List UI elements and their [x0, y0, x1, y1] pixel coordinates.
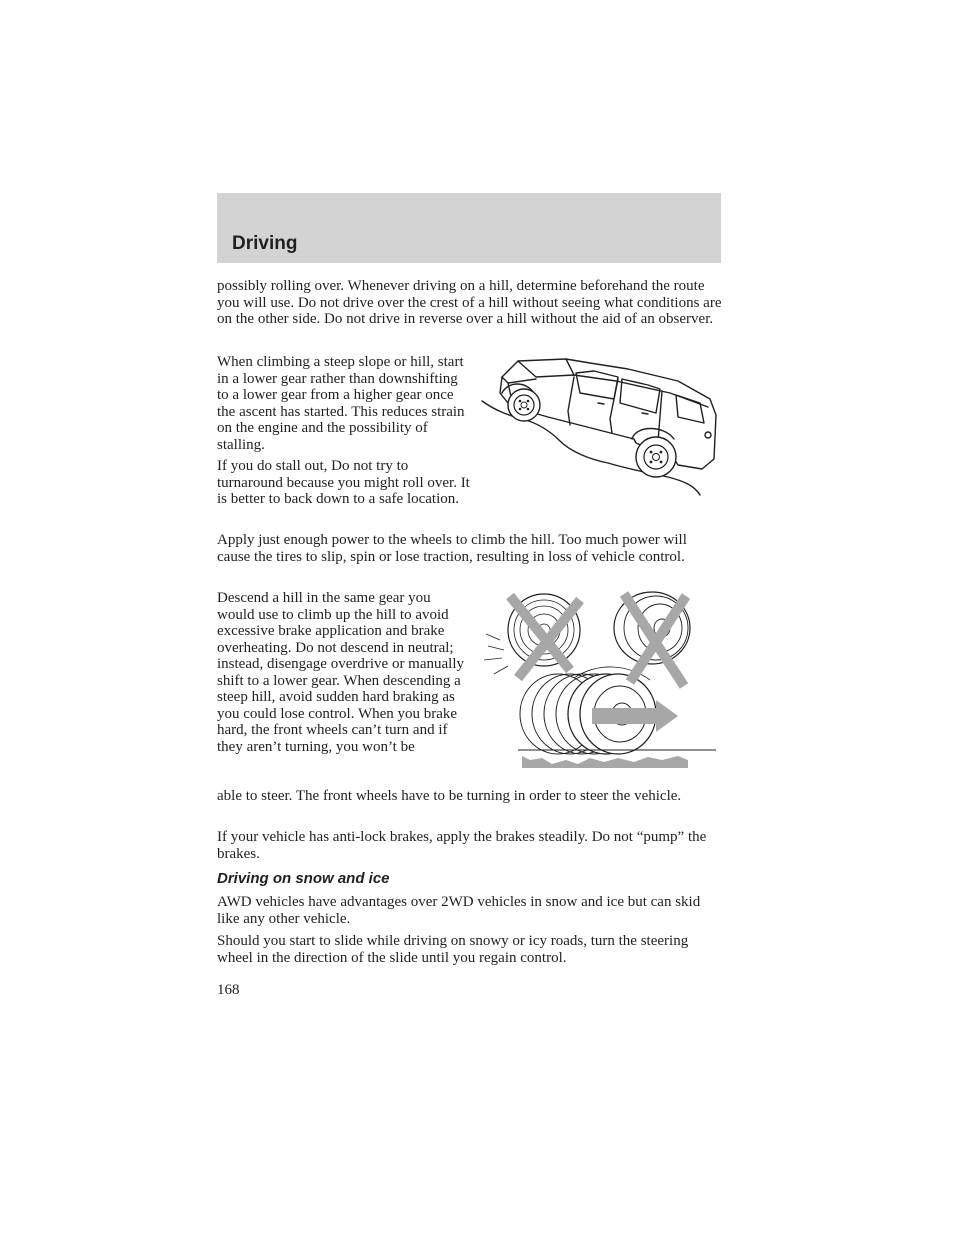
- rear-wheel: [636, 437, 676, 477]
- paragraph-power: Apply just enough power to the wheels to climb the hill. Too much power will cause the tires to slip, spin or lose traction, resulting in loss of vehicle control.: [217, 532, 687, 565]
- section-title: Driving: [232, 233, 298, 254]
- suv-climbing-hill-illustration: [478, 355, 723, 500]
- paragraph-descend: Descend a hill in the same gear you would use to climb up the hill to avoid excessive brake application and brake overheating. Do not descend in neutral; instead, disengage overdrive or manually shift to a lower gear. When descending a steep hill, avoid sudden hard braking as you could lose control. When you brake hard, the front wheels can’t turn and if they aren’t turning, you won’t be: [217, 590, 465, 755]
- wheel-traction-illustration: [478, 588, 723, 778]
- section-header-band: [217, 193, 721, 263]
- paragraph-stall: If you do stall out, Do not try to turnaround because you might roll over. It is better to back down to a safe location.: [217, 458, 470, 507]
- road-texture: [522, 756, 688, 768]
- paragraph-steer: able to steer. The front wheels have to be turning in order to steer the vehicle.: [217, 788, 682, 804]
- x-mark-icon: [624, 594, 686, 686]
- paragraph-awd: AWD vehicles have advantages over 2WD vehicles in snow and ice but can skid like any other vehicle.: [217, 894, 701, 927]
- paragraph-hill-route: possibly rolling over. Whenever driving on a hill, determine beforehand the route you will use. Do not drive over the crest of a hill without seeing what conditions are on the other side. Do not drive in reverse over a hill without the aid of an observer.: [217, 278, 722, 327]
- front-wheel: [508, 389, 540, 421]
- subheading-snow-ice: Driving on snow and ice: [217, 870, 390, 887]
- paragraph-antilock: If your vehicle has anti-lock brakes, apply the brakes steadily. Do not “pump” the brakes.: [217, 829, 707, 862]
- paragraph-climbing-gear: When climbing a steep slope or hill, start in a lower gear rather than downshifting to a lower gear from a higher gear once the ascent has started. This reduces strain on the engine and the possibility of stalling.: [217, 354, 465, 453]
- paragraph-slide: Should you start to slide while driving on snowy or icy roads, turn the steering wheel in the direction of the slide until you regain control.: [217, 933, 689, 966]
- page-number: 168: [217, 982, 240, 998]
